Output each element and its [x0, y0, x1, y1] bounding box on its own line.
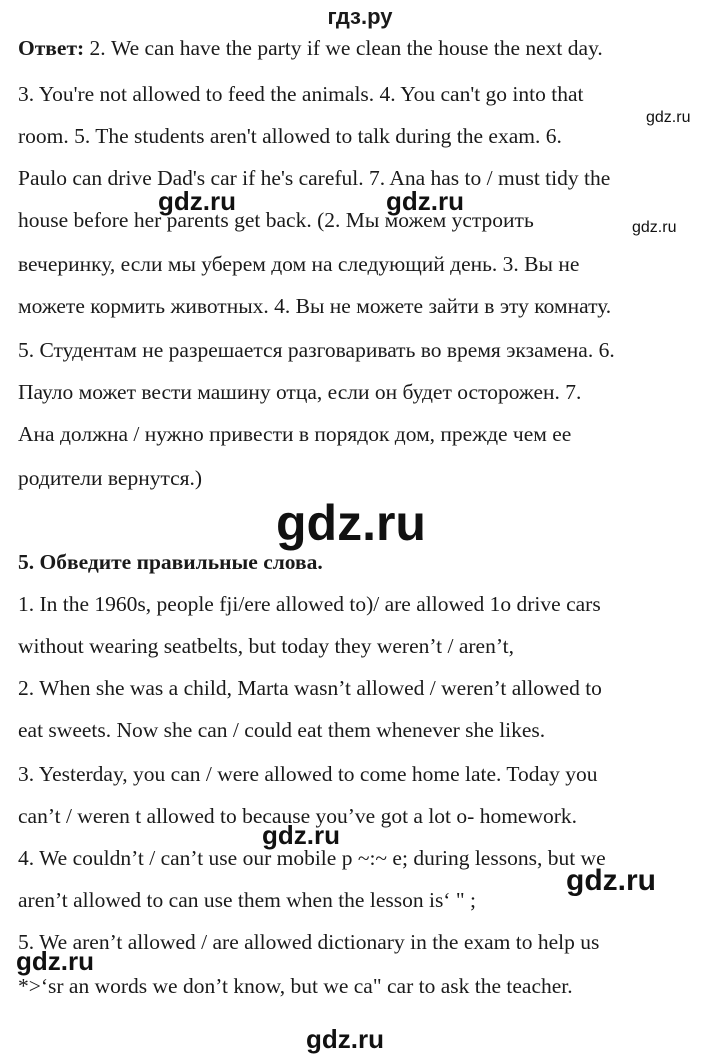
watermark-mid: gdz.ru — [262, 820, 340, 850]
answer-line-11: родители вернутся.) — [18, 466, 203, 490]
watermark-large: gdz.ru — [276, 495, 426, 551]
answer-line-1 — [18, 38, 603, 60]
exercise-line-3: 2. When she was a child, Marta wasn’t allowed / weren’t allowed to — [18, 676, 602, 700]
answer-line-3: room. 5. The students aren't allowed to talk during the exam. 6. — [18, 124, 562, 148]
exercise-line-5: 3. Yesterday, you can / were allowed to come home late. Today you — [18, 762, 598, 786]
exercise-line-2: without wearing seatbelts, but today they weren’t / aren’t, — [18, 634, 514, 658]
answer-line-8: 5. Студентам не разрешается разговаривать во время экзамена. 6. — [18, 338, 615, 362]
watermark-right: gdz.ru — [566, 864, 656, 897]
exercise-line-1: 1. In the 1960s, people fji/ere allowed to)/ are allowed 1o drive cars — [18, 592, 601, 616]
site-header: гдз.ру — [327, 4, 393, 29]
answer-line-4: Paulo can drive Dad's car if he's careful. 7. Ana has to / must tidy the — [18, 166, 611, 190]
watermark-center: gdz.ru — [386, 186, 464, 216]
exercise-line-9: 5. We aren’t allowed / are allowed dictionary in the exam to help us — [18, 930, 600, 954]
exercise-line-7: 4. We couldn’t / can’t use our mobile p ~:~ e; during lessons, but we — [18, 846, 606, 870]
watermark-left: gdz.ru — [158, 186, 236, 216]
exercise-title: 5. Обведите правильные слова. — [18, 550, 323, 574]
answer-line-10: Ана должна / нужно привести в порядок дом, прежде чем ее — [18, 422, 572, 446]
exercise-line-10: *>‘sr an words we don’t know, but we ca" car to ask the teacher. — [18, 974, 573, 998]
exercise-line-8: aren’t allowed to can use them when the lesson is‘ " ; — [18, 888, 476, 912]
answer-line-2: 3. You're not allowed to feed the animals. 4. You can't go into that — [18, 82, 584, 106]
watermark-footer: gdz.ru — [306, 1024, 384, 1054]
answer-line-5: house before her parents get back. (2. Мы можем устроить — [18, 208, 534, 232]
answer-line-6: вечеринку, если мы уберем дом на следующий день. 3. Вы не — [18, 252, 580, 276]
exercise-line-4: eat sweets. Now she can / could eat them whenever she likes. — [18, 718, 546, 742]
watermark-small-right: gdz.ru — [632, 219, 677, 236]
answer-label: Ответ: — [18, 36, 85, 60]
watermark-small-top: gdz.ru — [646, 109, 691, 126]
exercise-line-6: can’t / weren t allowed to because you’ve got a lot o- homework. — [18, 804, 578, 828]
answer-line-7: можете кормить животных. 4. Вы не можете зайти в эту комнату. — [18, 294, 612, 318]
watermark-bottom-left: gdz.ru — [16, 946, 94, 976]
answer-text-1: 2. We can have the party if we clean the house the next day. — [84, 36, 603, 60]
answer-line-9: Пауло может вести машину отца, если он будет осторожен. 7. — [18, 380, 582, 404]
